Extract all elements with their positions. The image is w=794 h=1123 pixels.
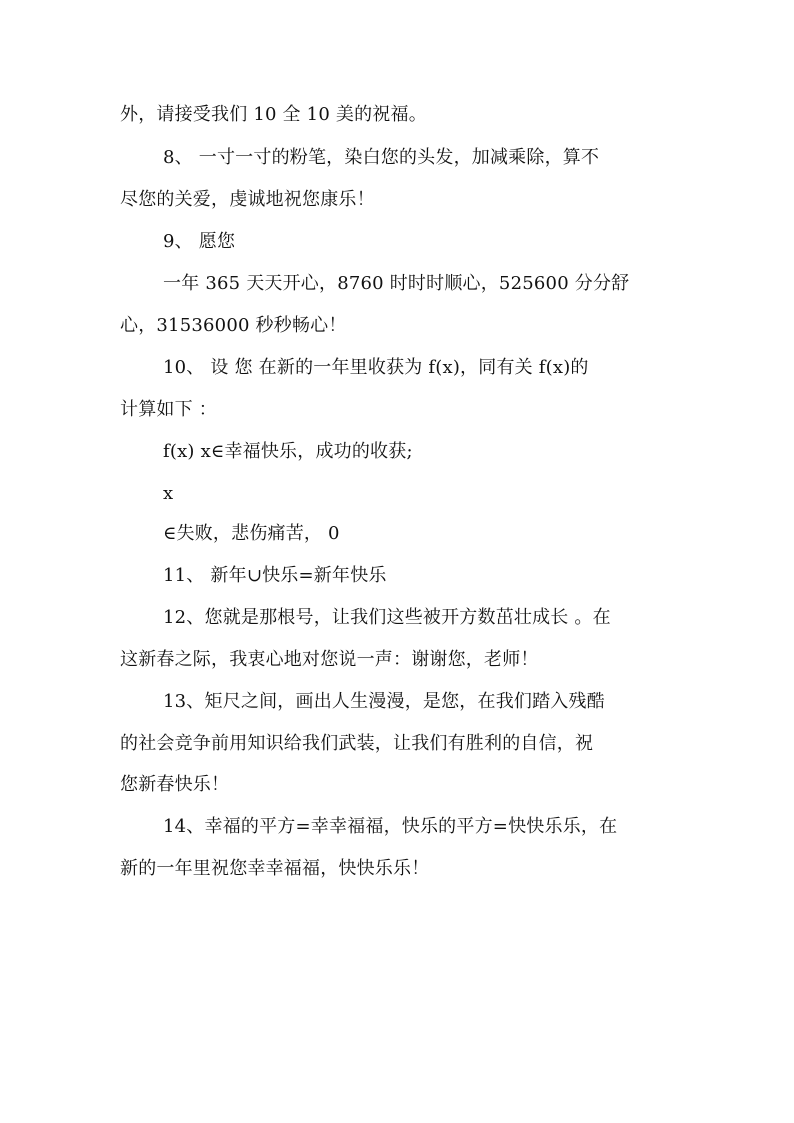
text-line: 9、 愿您	[163, 231, 236, 252]
text-line: 10、 设 您 在新的一年里收获为 f(x)，同有关 f(x)的	[163, 357, 589, 378]
text-line: 13、矩尺之间，画出人生漫漫，是您，在我们踏入残酷	[163, 691, 605, 712]
text-line: 尽您的关爱，虔诚地祝您康乐！	[120, 189, 375, 210]
text-line: 12、您就是那根号，让我们这些被开方数茁壮成长 。在	[163, 607, 611, 628]
text-line: 一年 365 天天开心，8760 时时时顺心，525600 分分舒	[163, 273, 630, 294]
text-line: 8、 一寸一寸的粉笔，染白您的头发，加减乘除，算不	[163, 147, 600, 168]
text-line: 的社会竞争前用知识给我们武装，让我们有胜利的自信，祝	[120, 733, 594, 754]
text-line: x	[163, 483, 174, 504]
text-line: ∈失败，悲伤痛苦， 0	[163, 523, 340, 544]
text-line: f(x) x∈幸福快乐，成功的收获;	[163, 441, 413, 462]
text-line: 您新春快乐！	[120, 774, 230, 795]
text-line: 外，请接受我们 10 全 10 美的祝福。	[120, 104, 427, 125]
text-line: 计算如下 ：	[120, 399, 217, 420]
text-line: 这新春之际，我衷心地对您说一声：谢谢您，老师！	[120, 649, 539, 670]
text-line: 11、 新年∪快乐=新年快乐	[163, 565, 387, 586]
text-line: 14、幸福的平方=幸幸福福，快乐的平方=快快乐乐，在	[163, 816, 618, 837]
text-line: 新的一年里祝您幸幸福福，快快乐乐！	[120, 858, 430, 879]
text-line: 心，31536000 秒秒畅心！	[120, 315, 347, 336]
